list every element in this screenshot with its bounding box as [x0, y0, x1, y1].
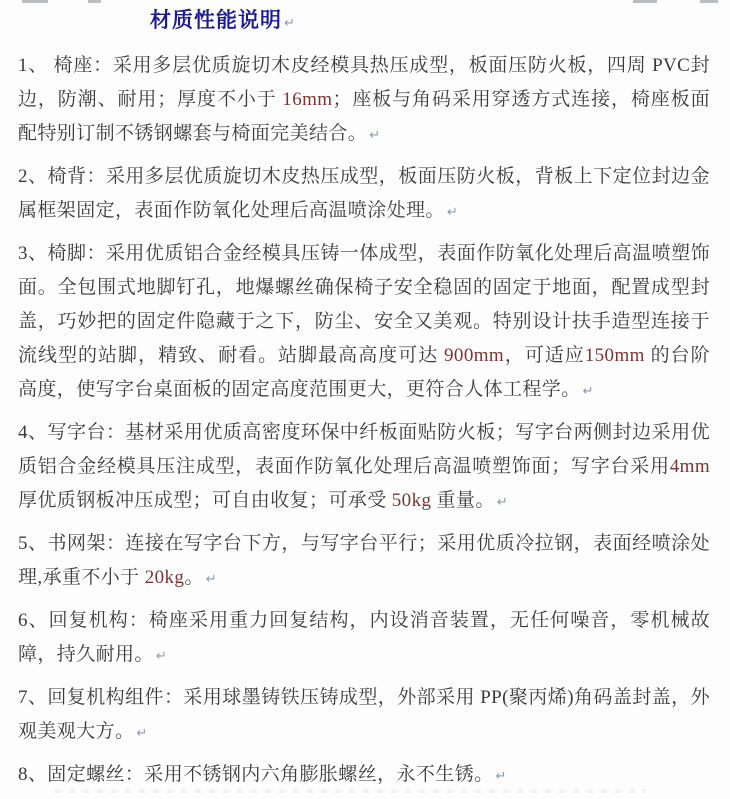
paragraph-item-7-return-mechanism-parts-segment-0: 7、回复机构组件：采用球墨铸铁压铸成型，外部采用 [18, 687, 481, 708]
crop-artifact-top-left-1 [22, 0, 48, 3]
paragraph-item-3-chair-legs-segment-2: ，可适应 [504, 345, 585, 366]
paragraph-item-4-writing-table-segment-4: 重量。 [431, 490, 495, 511]
pilcrow-mark-icon: ↵ [155, 649, 168, 664]
paragraph-item-6-return-mechanism-segment-0: 6、回复机构：椅座采用重力回复结构，内设消音装置，无任何噪音，零机械故障，持久耐用。 [18, 610, 710, 665]
pilcrow-mark-icon: ↵ [284, 16, 296, 31]
paragraph-item-7-return-mechanism-parts-segment-1: PP [480, 687, 503, 708]
pilcrow-mark-icon: ↵ [582, 384, 594, 399]
paragraph-item-3-chair-legs-segment-0: 3、椅脚：采用优质铝合金经模具压铸一体成型，表面作防氧化处理后高温喷塑饰面。全包围式地脚钉孔，地爆螺丝确保椅子安全稳固的固定于地面，配置成型封盖，巧妙把的固定件隐藏于之下，防尘、安全又美观。特别设计扶手造型连接于流线型的站脚，精致、耐看。站脚最高高度可达 [18, 243, 710, 366]
paragraph-item-8-fixing-screws-segment-0: 8、固定螺丝：采用不锈钢内六角膨胀螺丝，永不生锈。 [18, 764, 494, 785]
paragraph-item-4-writing-table-segment-1: 4mm [669, 456, 710, 477]
paragraph-item-4-writing-table-segment-0: 4、写字台：基材采用优质高密度环保中纤板面贴防火板；写字台两侧封边采用优质铝合金经模具压注成型，表面作防氧化处理后高温喷塑饰面；写字台采用 [18, 422, 710, 477]
crop-artifact-top-right-2 [700, 0, 718, 3]
paragraph-item-7-return-mechanism-parts [18, 681, 710, 751]
paragraph-item-1-chair-seat-segment-4: ；座板与角码采用穿透方式连接，椅座板面配特别订制不锈钢螺套与椅面完美结合。 [18, 89, 710, 144]
paragraph-item-1-chair-seat-segment-0: 1、 椅座：采用多层优质旋切木皮经模具热压成型，板面压防火板，四周 [18, 55, 653, 76]
paragraph-item-4-writing-table-segment-3: 50kg [391, 490, 432, 511]
paragraph-item-4-writing-table [18, 416, 710, 520]
paragraph-item-1-chair-seat [18, 49, 710, 153]
paragraph-item-5-book-rack [18, 527, 710, 597]
paragraph-item-1-chair-seat-segment-2: 封边，防潮、耐用；厚度不小于 [18, 55, 711, 110]
paragraph-item-4-writing-table-segment-2: 厚优质钢板冲压成型；可自由收复；可承受 [18, 490, 392, 511]
page-title-text: 材质性能说明 [150, 8, 282, 32]
paragraph-item-1-chair-seat-segment-1: PVC [652, 55, 691, 76]
paragraph-item-6-return-mechanism [18, 604, 710, 674]
pilcrow-mark-icon: ↵ [136, 726, 148, 741]
paragraph-item-1-chair-seat-segment-3: 16mm [282, 89, 333, 110]
crop-artifact-top-right-1 [633, 0, 657, 3]
pilcrow-mark-icon: ↵ [369, 128, 381, 143]
paragraph-item-5-book-rack-segment-2: 。 [184, 567, 204, 588]
paragraph-item-3-chair-legs-segment-1: 900mm [444, 345, 505, 366]
paragraph-item-2-chair-back-segment-0: 2、椅背：采用多层优质旋切木皮热压成型，板面压防火板，背板上下定位封边金属框架固定，表面作防氧化处理后高温喷涂处理。 [18, 166, 710, 221]
paragraph-item-5-book-rack-segment-0: 5、书网架：连接在写字台下方，与写字台平行；采用优质冷拉钢，表面经喷涂处理,承重不小于 [18, 533, 710, 588]
crop-artifact-bottom [55, 789, 645, 793]
paragraph-item-3-chair-legs [18, 237, 710, 409]
crop-artifact-top-left-2 [88, 0, 101, 3]
pilcrow-mark-icon: ↵ [495, 769, 507, 784]
pilcrow-mark-icon: ↵ [205, 572, 218, 587]
paragraph-item-3-chair-legs-segment-4: 的台阶高度，使写字台桌面板的固定高度范围更大，更符合人体工程学。 [18, 345, 710, 400]
paragraph-item-7-return-mechanism-parts-segment-2: (聚丙烯)角码盖封盖，外观美观大方。 [18, 687, 710, 742]
pilcrow-mark-icon: ↵ [496, 495, 509, 510]
pilcrow-mark-icon: ↵ [446, 205, 459, 220]
paragraph-item-2-chair-back [18, 160, 710, 230]
paragraph-item-3-chair-legs-segment-3: 150mm [584, 345, 645, 366]
page-title [150, 8, 710, 36]
document-body [18, 49, 710, 794]
paragraph-item-5-book-rack-segment-1: 20kg [144, 567, 185, 588]
